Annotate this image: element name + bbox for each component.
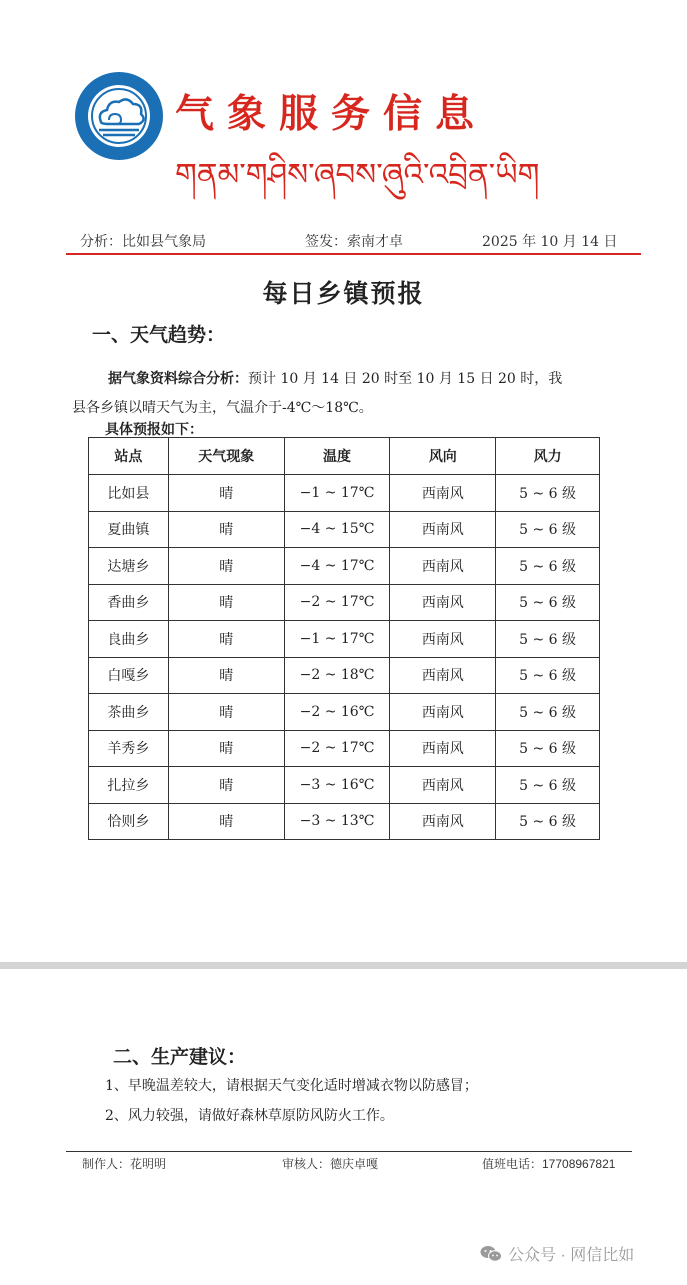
wechat-icon xyxy=(480,1245,502,1263)
cell-wind-direction: 西南风 xyxy=(390,730,496,767)
cell-weather: 晴 xyxy=(168,621,284,658)
cell-wind-direction: 西南风 xyxy=(390,511,496,548)
cell-wind-direction: 西南风 xyxy=(390,584,496,621)
cell-station: 白嘎乡 xyxy=(89,657,169,694)
table-row xyxy=(89,767,600,804)
table-row xyxy=(89,475,600,512)
reviewer-label: 审核人：德庆卓嘎 xyxy=(282,1157,379,1171)
header-station: 站点 xyxy=(89,438,169,475)
cell-wind-direction: 西南风 xyxy=(390,694,496,731)
table-row xyxy=(89,584,600,621)
header-wind-force: 风力 xyxy=(496,438,600,475)
cell-wind-force: 5 ~ 6 级 xyxy=(496,803,600,840)
cell-temperature: −3 ~ 13℃ xyxy=(284,803,390,840)
document-title: 每日乡镇预报 xyxy=(262,279,425,308)
advice-item-2: 2、风力较强，请做好森林草原防风防火工作。 xyxy=(105,1108,394,1124)
issue-date: 2025 年 10 月 14 日 xyxy=(482,234,618,250)
cell-weather: 晴 xyxy=(168,657,284,694)
table-row xyxy=(89,803,600,840)
table-row xyxy=(89,621,600,658)
cell-wind-force: 5 ~ 6 级 xyxy=(496,511,600,548)
cell-temperature: −2 ~ 16℃ xyxy=(284,694,390,731)
table-intro: 具体预报如下： xyxy=(105,422,203,438)
footer-divider xyxy=(66,1151,632,1152)
cell-temperature: −2 ~ 17℃ xyxy=(284,584,390,621)
cell-temperature: −4 ~ 17℃ xyxy=(284,548,390,585)
red-divider xyxy=(66,253,641,255)
cell-weather: 晴 xyxy=(168,767,284,804)
cell-weather: 晴 xyxy=(168,803,284,840)
table-row xyxy=(89,730,600,767)
cell-temperature: −4 ~ 15℃ xyxy=(284,511,390,548)
section2-heading: 二、生产建议： xyxy=(113,1046,247,1068)
cell-wind-force: 5 ~ 6 级 xyxy=(496,767,600,804)
header-temperature: 温度 xyxy=(284,438,390,475)
title-chinese: 气象服务信息 xyxy=(175,91,488,137)
cell-station: 夏曲镇 xyxy=(89,511,169,548)
cell-wind-force: 5 ~ 6 级 xyxy=(496,584,600,621)
trend-line2: 县各乡镇以晴天气为主，气温介于-4℃～18℃。 xyxy=(72,400,373,416)
cell-weather: 晴 xyxy=(168,548,284,585)
maker-label: 制作人：花明明 xyxy=(82,1157,167,1171)
cell-weather: 晴 xyxy=(168,584,284,621)
trend-line1: 预计 10 月 14 日 20 时至 10 月 15 日 20 时，我 xyxy=(248,371,563,387)
cell-temperature: −1 ~ 17℃ xyxy=(284,621,390,658)
cma-logo xyxy=(73,70,165,162)
title-tibetan: གནམ་གཤིས་ཞབས་ཞུའི་འབྲིན་ཡིག xyxy=(175,157,540,193)
table-row xyxy=(89,548,600,585)
page-separator xyxy=(0,962,687,969)
table-header-row xyxy=(89,438,600,475)
cell-wind-force: 5 ~ 6 级 xyxy=(496,621,600,658)
cell-weather: 晴 xyxy=(168,511,284,548)
cell-station: 良曲乡 xyxy=(89,621,169,658)
section1-heading: 一、天气趋势： xyxy=(92,324,226,346)
cell-weather: 晴 xyxy=(168,694,284,731)
cell-station: 茶曲乡 xyxy=(89,694,169,731)
cell-station: 达塘乡 xyxy=(89,548,169,585)
cell-station: 扎拉乡 xyxy=(89,767,169,804)
cell-wind-force: 5 ~ 6 级 xyxy=(496,475,600,512)
cell-wind-force: 5 ~ 6 级 xyxy=(496,730,600,767)
cell-wind-direction: 西南风 xyxy=(390,475,496,512)
trend-lead: 据气象资料综合分析： xyxy=(108,371,248,387)
cell-wind-direction: 西南风 xyxy=(390,767,496,804)
advice-item-1: 1、早晚温差较大，请根据天气变化适时增减衣物以防感冒； xyxy=(105,1078,478,1094)
cell-wind-force: 5 ~ 6 级 xyxy=(496,694,600,731)
cell-wind-direction: 西南风 xyxy=(390,803,496,840)
header-wind-direction: 风向 xyxy=(390,438,496,475)
issuer-label: 签发：索南才卓 xyxy=(305,234,403,250)
cell-weather: 晴 xyxy=(168,730,284,767)
table-row xyxy=(89,657,600,694)
cell-wind-direction: 西南风 xyxy=(390,621,496,658)
header-weather: 天气现象 xyxy=(168,438,284,475)
cell-station: 比如县 xyxy=(89,475,169,512)
cell-temperature: −3 ~ 16℃ xyxy=(284,767,390,804)
cell-temperature: −1 ~ 17℃ xyxy=(284,475,390,512)
trend-paragraph xyxy=(72,365,620,423)
cell-temperature: −2 ~ 18℃ xyxy=(284,657,390,694)
cell-wind-force: 5 ~ 6 级 xyxy=(496,548,600,585)
table-row xyxy=(89,511,600,548)
analyst-label: 分析：比如县气象局 xyxy=(80,234,206,250)
cell-wind-direction: 西南风 xyxy=(390,548,496,585)
cell-weather: 晴 xyxy=(168,475,284,512)
cell-wind-force: 5 ~ 6 级 xyxy=(496,657,600,694)
watermark xyxy=(480,1242,634,1265)
cell-temperature: −2 ~ 17℃ xyxy=(284,730,390,767)
cell-station: 羊秀乡 xyxy=(89,730,169,767)
duty-phone: 值班电话：17708967821 xyxy=(482,1157,616,1171)
cell-wind-direction: 西南风 xyxy=(390,657,496,694)
cell-station: 香曲乡 xyxy=(89,584,169,621)
cell-station: 恰则乡 xyxy=(89,803,169,840)
watermark-text: 公众号 · 网信比如 xyxy=(508,1247,635,1264)
table-row xyxy=(89,694,600,731)
forecast-table xyxy=(88,437,600,840)
